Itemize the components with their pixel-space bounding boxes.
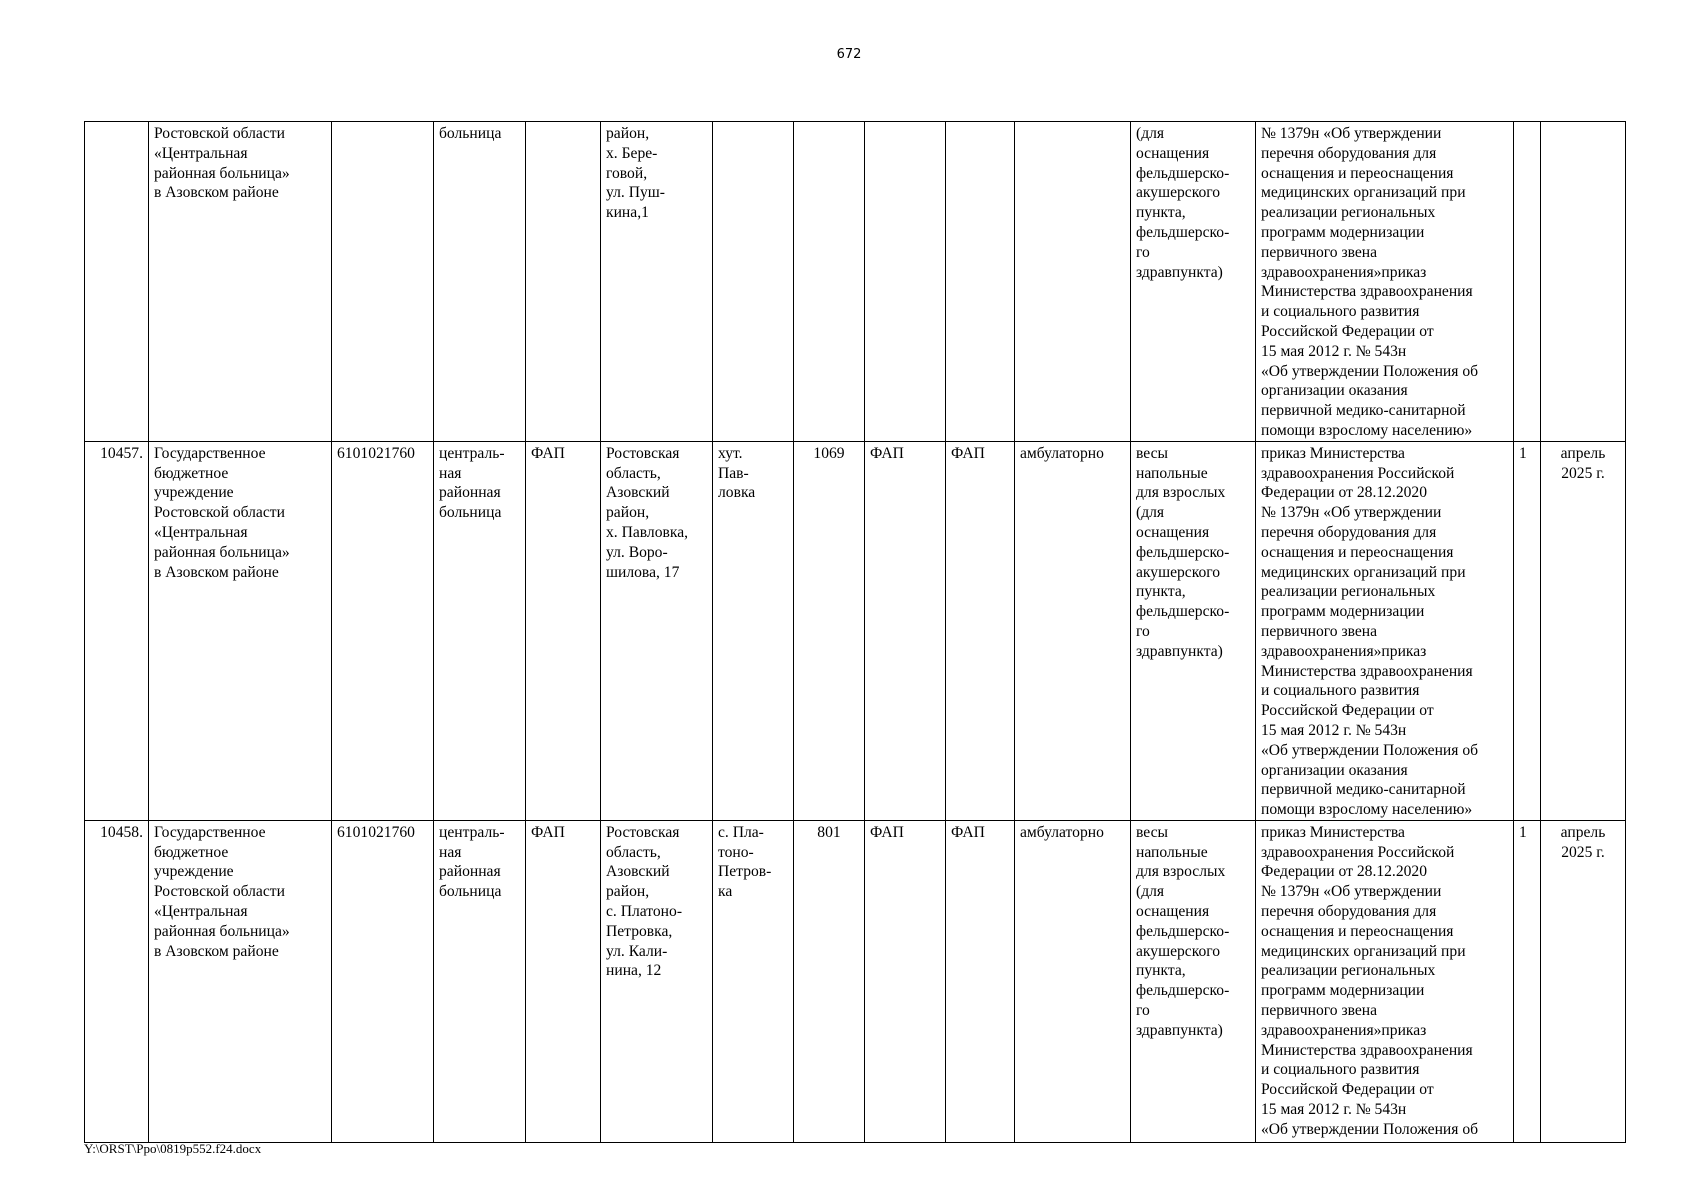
cell-inn: 6101021760 [332,441,434,820]
table-row [85,122,1626,442]
cell-unit [526,122,601,442]
cell-org-type: централь- ная районная больница [434,820,526,1142]
cell-population [794,122,865,442]
cell-object-1: ФАП [865,820,946,1142]
cell-care-form: амбулаторно [1015,820,1131,1142]
cell-org-type: централь- ная районная больница [434,441,526,820]
cell-inn: 6101021760 [332,820,434,1142]
cell-basis: № 1379н «Об утверждении перечня оборудования для оснащения и переоснащения медицинских организаций при реализации региональных программ модернизации первичного звена здравоохранения»приказ Министерства здравоохранения и социального развития Российской Федерации от 15 мая 2012 г. № 543н «Об утверждении Положения об организации оказания первичной медико-санитарной помощи взрослому населению» [1256,122,1514,442]
cell-population: 801 [794,820,865,1142]
page-number: 672 [836,47,862,62]
cell-organization: Государственное бюджетное учреждение Ростовской области «Центральная районная больница» в Азовском районе [149,820,332,1142]
footer-file-path: Y:\ORST\Ppo\0819p552.f24.docx [84,1141,262,1156]
cell-care-form [1015,122,1131,442]
cell-care-form: амбулаторно [1015,441,1131,820]
cell-equipment: (для оснащения фельдшерско- акушерского пункта, фельдшерско- го здравпункта) [1131,122,1256,442]
cell-date [1541,122,1626,442]
cell-object-2: ФАП [946,441,1015,820]
cell-number: 10458. [85,820,149,1142]
cell-date: апрель 2025 г. [1541,820,1626,1142]
cell-object-1 [865,122,946,442]
cell-settlement: хут. Пав- ловка [713,441,794,820]
cell-settlement [713,122,794,442]
cell-organization: Государственное бюджетное учреждение Ростовской области «Центральная районная больница» в Азовском районе [149,441,332,820]
cell-basis: приказ Министерства здравоохранения Российской Федерации от 28.12.2020 № 1379н «Об утверждении перечня оборудования для оснащения и переоснащения медицинских организаций при реализации региональных программ модернизации первичного звена здравоохранения»приказ Министерства здравоохранения и социального развития Российской Федерации от 15 мая 2012 г. № 543н «Об утверждении Положения об организации оказания первичной медико-санитарной помощи взрослому населению» [1256,441,1514,820]
cell-inn [332,122,434,442]
cell-unit: ФАП [526,820,601,1142]
table-row [85,441,1626,820]
cell-org-type: больница [434,122,526,442]
cell-date: апрель 2025 г. [1541,441,1626,820]
equipment-table [84,121,1626,1143]
cell-organization: Ростовской области «Центральная районная больница» в Азовском районе [149,122,332,442]
cell-population: 1069 [794,441,865,820]
cell-address: Ростовская область, Азовский район, х. Павловка, ул. Воро- шилова, 17 [601,441,713,820]
cell-unit: ФАП [526,441,601,820]
cell-settlement: с. Пла- тоно- Петров- ка [713,820,794,1142]
cell-quantity: 1 [1514,820,1541,1142]
cell-object-2 [946,122,1015,442]
cell-quantity [1514,122,1541,442]
cell-number: 10457. [85,441,149,820]
cell-equipment: весы напольные для взрослых (для оснащения фельдшерско- акушерского пункта, фельдшерско- го здравпункта) [1131,441,1256,820]
cell-equipment: весы напольные для взрослых (для оснащения фельдшерско- акушерского пункта, фельдшерско- го здравпункта) [1131,820,1256,1142]
cell-basis: приказ Министерства здравоохранения Российской Федерации от 28.12.2020 № 1379н «Об утверждении перечня оборудования для оснащения и переоснащения медицинских организаций при реализации региональных программ модернизации первичного звена здравоохранения»приказ Министерства здравоохранения и социального развития Российской Федерации от 15 мая 2012 г. № 543н «Об утверждении Положения об [1256,820,1514,1142]
cell-quantity: 1 [1514,441,1541,820]
table-row [85,820,1626,1142]
cell-address: Ростовская область, Азовский район, с. Платоно- Петровка, ул. Кали- нина, 12 [601,820,713,1142]
cell-number [85,122,149,442]
cell-address: район, х. Бере- говой, ул. Пуш- кина,1 [601,122,713,442]
cell-object-1: ФАП [865,441,946,820]
cell-object-2: ФАП [946,820,1015,1142]
